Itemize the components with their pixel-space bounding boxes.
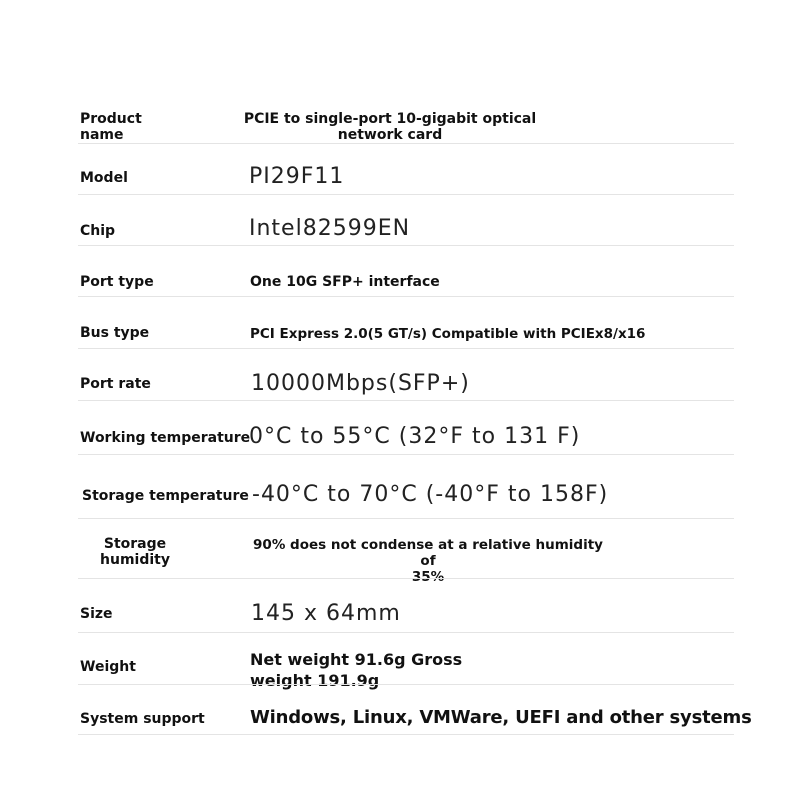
row-value-storage-temperature: -40°C to 70°C (-40°F to 158F) bbox=[252, 482, 609, 507]
row-label-chip: Chip bbox=[80, 223, 116, 239]
row-label-working-temperature: Working temperature bbox=[80, 430, 251, 446]
row-label-weight: Weight bbox=[80, 659, 136, 675]
row-label-port-type: Port type bbox=[80, 274, 154, 290]
row-label-model: Model bbox=[80, 170, 128, 186]
row-value-size: 145 x 64mm bbox=[251, 601, 401, 626]
row-value-system-support: Windows, Linux, VMWare, UEFI and other systems bbox=[250, 707, 752, 728]
row-value-storage-humidity: 90% does not condense at a relative humidity of 35% bbox=[253, 537, 603, 585]
row-label-system-support: System support bbox=[80, 711, 205, 727]
row-label-port-rate: Port rate bbox=[80, 376, 151, 392]
row-divider bbox=[78, 194, 734, 195]
row-divider bbox=[78, 734, 734, 735]
row-label-storage-humidity: Storage humidity bbox=[100, 536, 170, 568]
row-value-model: PI29F11 bbox=[249, 164, 345, 189]
row-divider bbox=[78, 348, 734, 349]
row-value-working-temperature: 0°C to 55°C (32°F to 131 F) bbox=[249, 424, 581, 449]
row-value-port-rate: 10000Mbps(SFP+) bbox=[251, 371, 470, 396]
row-label-storage-temperature: Storage temperature bbox=[82, 488, 249, 504]
row-divider bbox=[78, 518, 734, 519]
row-divider bbox=[78, 454, 734, 455]
row-label-product-name: Product name bbox=[80, 111, 142, 143]
row-divider bbox=[78, 578, 734, 579]
row-value-port-type: One 10G SFP+ interface bbox=[250, 274, 440, 290]
row-label-size: Size bbox=[80, 606, 113, 622]
row-value-weight: Net weight 91.6g Gross weight 191.9g bbox=[250, 650, 463, 690]
row-value-bus-type: PCI Express 2.0(5 GT/s) Compatible with PCIEx8/x16 bbox=[250, 326, 646, 342]
row-value-chip: Intel82599EN bbox=[249, 216, 411, 241]
row-divider bbox=[78, 143, 734, 144]
row-divider bbox=[78, 684, 734, 685]
row-divider bbox=[78, 400, 734, 401]
row-value-product-name: PCIE to single-port 10-gigabit optical network card bbox=[243, 111, 537, 143]
row-divider bbox=[78, 632, 734, 633]
row-label-bus-type: Bus type bbox=[80, 325, 150, 341]
row-divider bbox=[78, 296, 734, 297]
row-divider bbox=[78, 245, 734, 246]
